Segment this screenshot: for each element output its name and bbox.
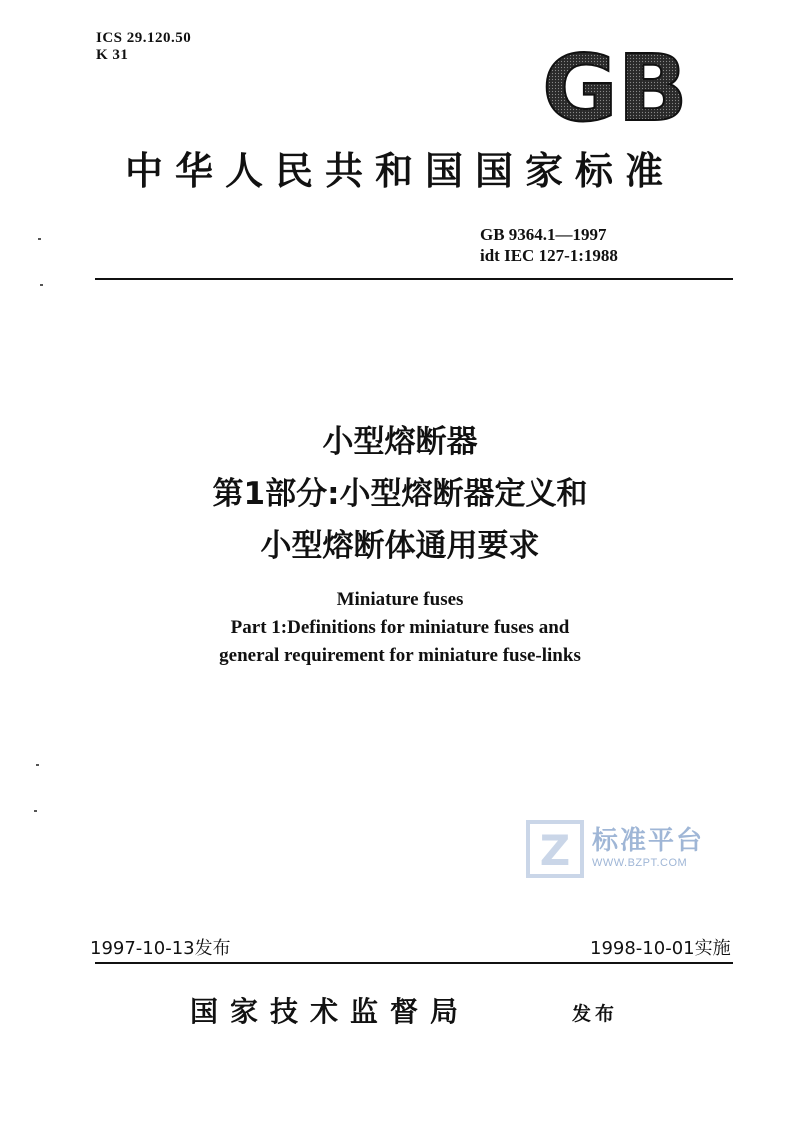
standard-number: GB 9364.1—1997: [480, 225, 607, 244]
scan-speck: [40, 284, 43, 286]
issue-label: 发布: [572, 1003, 619, 1025]
en-title-line1: Miniature fuses: [336, 589, 464, 610]
effective-date: 1998-10-01实施: [590, 938, 731, 959]
cn-title-line3: 小型熔断体通用要求: [260, 528, 540, 564]
issuing-authority: 国家技术监督局: [190, 995, 471, 1028]
header-divider: [95, 278, 733, 280]
gb-logo-text: GB: [542, 48, 688, 128]
watermark-logo: [525, 818, 585, 880]
ics-code: ICS 29.120.50: [96, 30, 192, 46]
en-title-line2: Part 1:Definitions for miniature fuses and: [230, 617, 570, 638]
standard-category-title: 中华人民共和国国家标准: [124, 149, 675, 193]
watermark-name: 标准平台: [592, 826, 705, 856]
classification-codes: [96, 30, 191, 64]
gb-logo: [530, 48, 700, 128]
footer-divider: [95, 962, 733, 964]
issue-date: 1997-10-13发布: [90, 938, 231, 959]
ccs-code: K 31: [96, 47, 129, 63]
scan-speck: [34, 810, 37, 812]
en-title-line3: general requirement for miniature fuse-links: [219, 645, 581, 666]
cn-title-line1: 小型熔断器: [322, 424, 478, 460]
watermark-url: WWW.BZPT.COM: [592, 857, 688, 869]
watermark-logo-letter: Z: [539, 826, 571, 875]
scan-speck: [38, 238, 41, 240]
standard-equivalence: idt IEC 127-1:1988: [480, 246, 618, 265]
standard-identifier: [480, 224, 730, 266]
cn-title-line2: 第1部分:小型熔断器定义和: [212, 476, 588, 512]
scan-speck: [36, 764, 39, 766]
